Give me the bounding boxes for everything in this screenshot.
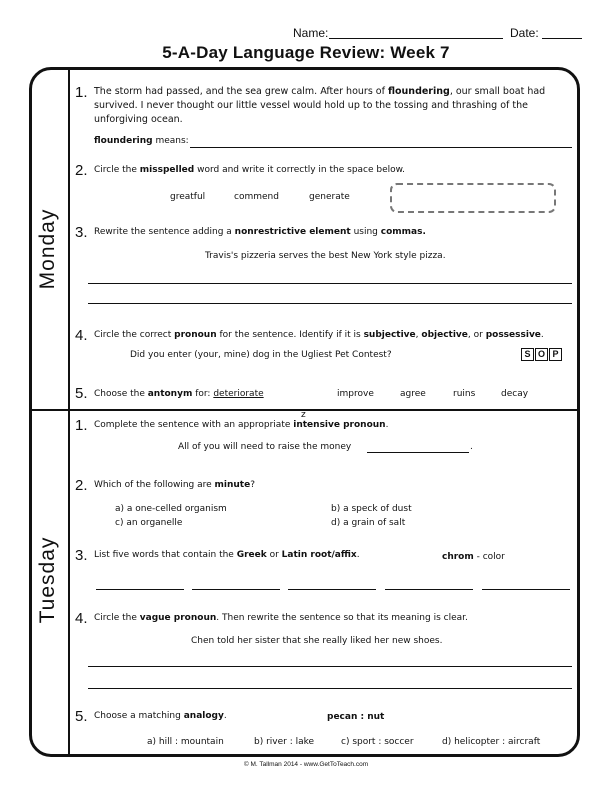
tuesday-q2-number: 2. <box>75 477 88 494</box>
date-field[interactable] <box>542 38 582 39</box>
tuesday-q5-option[interactable]: a) hill : mountain <box>147 737 224 747</box>
tuesday-q1-mark: z <box>301 410 306 420</box>
monday-q3-text: Rewrite the sentence adding a nonrestrictive element using commas. <box>94 227 426 237</box>
tuesday-q3-answer-line[interactable] <box>482 589 570 590</box>
tuesday-q3-number: 3. <box>75 547 88 564</box>
tuesday-q4-text: Circle the vague pronoun. Then rewrite the sentence so that its meaning is clear. <box>94 613 468 623</box>
monday-q2-text: Circle the misspelled word and write it correctly in the space below. <box>94 165 406 175</box>
tuesday-q5-number: 5. <box>75 708 88 725</box>
tuesday-q1-answer-line[interactable] <box>367 452 469 453</box>
tuesday-q5-option[interactable]: d) helicopter : aircraft <box>442 737 541 747</box>
day-column-divider <box>68 69 70 755</box>
monday-q2-word[interactable]: generate <box>309 192 350 202</box>
tuesday-q3-root: chrom - color <box>442 552 505 562</box>
tuesday-q2-option[interactable]: b) a speck of dust <box>331 504 412 514</box>
monday-q5-option[interactable]: agree <box>400 389 426 399</box>
monday-q5-option[interactable]: decay <box>501 389 529 399</box>
tuesday-q2-option[interactable]: c) an organelle <box>115 518 183 528</box>
tuesday-q4-number: 4. <box>75 610 88 627</box>
monday-q2-word[interactable]: greatful <box>170 192 206 202</box>
monday-q2-word[interactable]: commend <box>234 192 279 202</box>
tuesday-q3-answer-line[interactable] <box>96 589 184 590</box>
tuesday-q3-answer-line[interactable] <box>192 589 280 590</box>
tuesday-q5-option[interactable]: c) sport : soccer <box>341 737 414 747</box>
tuesday-q5-text: Choose a matching analogy. <box>94 711 227 721</box>
tuesday-label: Tuesday <box>36 536 59 624</box>
name-field[interactable] <box>329 38 503 39</box>
tuesday-q5-option[interactable]: b) river : lake <box>254 737 315 747</box>
monday-q1-prompt: floundering means: <box>94 136 189 146</box>
tuesday-q1-text: Complete the sentence with an appropriate intensive pronoun. <box>94 420 389 430</box>
tuesday-q4-sentence: Chen told her sister that she really liked her new shoes. <box>191 636 443 646</box>
monday-q3-sentence: Travis's pizzeria serves the best New York style pizza. <box>205 251 446 261</box>
copyright-footer: © M. Tallman 2014 - www.GetToTeach.com <box>243 761 369 768</box>
monday-q4-text: Circle the correct pronoun for the sentence. Identify if it is subjective, objective, or possessive. <box>94 330 544 340</box>
monday-q5-number: 5. <box>75 385 88 402</box>
subjective-box[interactable]: S <box>521 348 534 361</box>
tuesday-q1-sentence-end: . <box>470 442 473 452</box>
monday-q1-number: 1. <box>75 84 88 101</box>
objective-box[interactable]: O <box>535 348 548 361</box>
monday-q2-number: 2. <box>75 162 88 179</box>
tuesday-q2-text: Which of the following are minute? <box>94 480 255 490</box>
tuesday-q3-answer-line[interactable] <box>385 589 473 590</box>
tuesday-q1-sentence: All of you will need to raise the money <box>178 442 352 452</box>
tuesday-q2-option[interactable]: d) a grain of salt <box>331 518 406 528</box>
tuesday-q4-answer-line[interactable] <box>88 688 572 689</box>
monday-q3-answer-line[interactable] <box>88 303 572 304</box>
monday-q2-answer-box[interactable] <box>390 183 556 213</box>
tuesday-q2-option[interactable]: a) a one-celled organism <box>115 504 227 514</box>
monday-q3-number: 3. <box>75 224 88 241</box>
monday-q5-option[interactable]: improve <box>337 389 374 399</box>
name-label: Name: <box>293 26 329 40</box>
tuesday-q3-answer-line[interactable] <box>288 589 376 590</box>
monday-q4-number: 4. <box>75 327 88 344</box>
tuesday-q5-pair: pecan : nut <box>327 712 385 722</box>
possessive-box[interactable]: P <box>549 348 562 361</box>
date-label: Date: <box>510 26 539 40</box>
monday-q1-text: The storm had passed, and the sea grew calm. After hours of floundering, our small boat had survived. I never thought our little vessel would hold up to the tossing and thrashing of the unforgiving ocean. <box>94 86 546 125</box>
monday-q1-answer-line[interactable] <box>190 147 572 148</box>
monday-q4-sentence: Did you enter (your, mine) dog in the Ugliest Pet Contest? <box>130 350 392 360</box>
tuesday-q3-text: List five words that contain the Greek or Latin root/affix. <box>94 550 360 560</box>
monday-q5-text: Choose the antonym for: deteriorate <box>94 389 264 399</box>
page-title: 5-A-Day Language Review: Week 7 <box>162 43 450 62</box>
monday-label: Monday <box>36 208 59 290</box>
monday-q3-answer-line[interactable] <box>88 283 572 284</box>
monday-q5-option[interactable]: ruins <box>453 389 476 399</box>
tuesday-q4-answer-line[interactable] <box>88 666 572 667</box>
tuesday-q1-number: 1. <box>75 417 88 434</box>
